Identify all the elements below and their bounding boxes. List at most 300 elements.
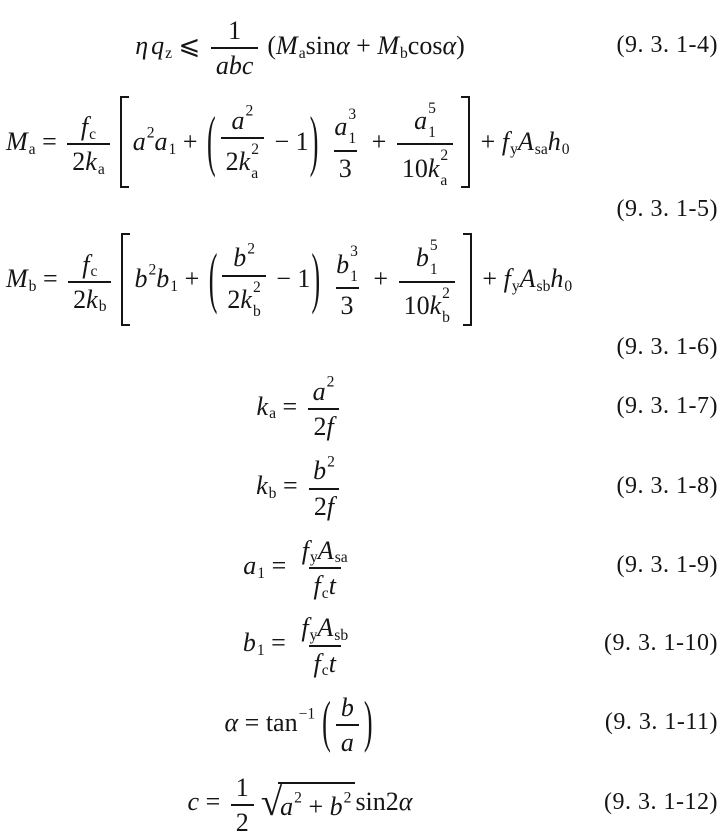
math-token — [233, 240, 255, 273]
math-token: f — [313, 571, 321, 601]
math-token: = — [36, 264, 65, 294]
math-token — [86, 286, 98, 313]
math-token — [400, 45, 408, 63]
math-token — [332, 689, 363, 757]
math-token: sa — [334, 549, 348, 567]
math-token: + — [365, 126, 393, 156]
math-token — [251, 166, 258, 182]
math-token — [301, 535, 318, 567]
math-token: α — [442, 30, 457, 60]
math-token: y — [511, 278, 520, 296]
math-token — [512, 278, 520, 296]
math-token — [428, 148, 448, 188]
math-token — [278, 782, 355, 822]
math-token — [564, 278, 572, 296]
math-token — [243, 628, 256, 658]
math-token — [440, 173, 447, 189]
math-token: ) — [456, 30, 465, 60]
math-token — [334, 107, 356, 147]
math-token: −1 — [298, 705, 316, 723]
math-token — [29, 141, 36, 159]
math-token: f — [326, 411, 334, 441]
math-token — [222, 239, 265, 319]
math-token — [120, 96, 129, 189]
math-token — [98, 162, 105, 178]
math-token: 3 — [338, 153, 352, 183]
math-token: k — [240, 284, 252, 314]
math-token: 1 — [235, 772, 249, 802]
math-token: k — [429, 291, 442, 321]
math-token — [330, 792, 343, 822]
math-token — [265, 705, 316, 738]
math-token — [299, 45, 306, 63]
math-token — [296, 609, 353, 680]
formula-9-3-1-4 — [4, 12, 596, 80]
math-token — [334, 113, 347, 140]
math-token — [430, 262, 438, 278]
math-token — [132, 124, 155, 157]
math-token — [226, 102, 258, 137]
math-token: tan — [265, 707, 298, 737]
math-token — [313, 453, 335, 486]
equation-number-9-3-1-4: (9. 3. 1-4) — [616, 32, 718, 59]
math-token: + — [301, 792, 330, 822]
math-token: k — [85, 147, 97, 177]
math-token: 1 — [428, 123, 436, 141]
math-token — [85, 148, 97, 175]
math-token — [308, 408, 338, 440]
math-token: y — [310, 549, 318, 567]
math-token: a — [298, 44, 306, 62]
math-token: b — [268, 484, 277, 502]
math-token: a — [340, 728, 354, 758]
math-token: b — [340, 693, 354, 723]
math-token — [6, 264, 28, 294]
math-token: 2 — [225, 147, 239, 177]
math-token: = — [35, 126, 64, 156]
math-token — [253, 280, 261, 296]
math-token — [314, 572, 321, 599]
math-token: − 1 — [268, 126, 309, 156]
math-token — [257, 392, 269, 422]
math-token: q — [151, 30, 165, 60]
math-token: b — [252, 302, 261, 320]
equation-number-9-3-1-7: (9. 3. 1-7) — [616, 392, 718, 419]
math-token: A — [517, 126, 534, 156]
equation-row-9-3-1-11 — [4, 689, 718, 757]
math-token: = — [276, 471, 305, 501]
math-token — [280, 789, 302, 822]
math-token — [548, 127, 570, 157]
math-token — [77, 246, 102, 281]
math-token: 1 — [228, 16, 242, 45]
math-token: A — [519, 264, 536, 294]
math-token — [231, 107, 244, 134]
math-token: b — [98, 298, 107, 316]
math-token: b — [415, 243, 429, 273]
math-token: 2 — [251, 141, 260, 159]
equation-row-9-3-1-12 — [4, 769, 718, 837]
math-token — [67, 143, 109, 178]
math-token: b — [329, 792, 343, 822]
math-token: abc — [215, 51, 254, 81]
math-token — [165, 45, 172, 63]
math-token — [308, 452, 340, 487]
math-token: a — [312, 376, 326, 406]
math-token — [82, 251, 89, 278]
math-token: f — [501, 126, 510, 156]
math-token — [269, 405, 276, 423]
math-token: b — [242, 628, 256, 658]
math-token — [86, 284, 107, 316]
math-token — [317, 535, 348, 567]
math-token — [350, 244, 358, 284]
math-token — [211, 12, 259, 80]
math-token — [336, 287, 359, 319]
math-token: 5 — [429, 237, 438, 255]
math-token — [169, 141, 177, 159]
math-token — [548, 127, 561, 157]
math-token: 2 — [247, 240, 255, 258]
math-token: α — [224, 707, 239, 737]
math-token: = — [264, 628, 293, 658]
math-token — [397, 96, 453, 189]
math-token — [313, 571, 329, 602]
math-token: = — [265, 550, 293, 580]
math-token: b — [399, 44, 408, 62]
math-token — [296, 609, 353, 644]
math-token — [327, 375, 335, 391]
math-token: + — [349, 30, 378, 60]
math-token — [344, 790, 352, 808]
math-token — [231, 804, 254, 836]
math-token — [6, 264, 36, 294]
math-token — [221, 102, 264, 182]
math-token: 0 — [561, 140, 570, 158]
math-token — [442, 286, 450, 302]
formula-9-3-1-12 — [4, 769, 596, 837]
math-token — [231, 102, 254, 135]
math-token — [231, 769, 254, 804]
math-token — [256, 471, 268, 501]
math-token — [317, 613, 349, 644]
math-token: k — [256, 391, 269, 421]
math-token: f — [82, 249, 90, 279]
math-token: a — [132, 126, 146, 156]
math-token: ⩽ — [172, 30, 207, 60]
math-token — [518, 127, 534, 157]
math-token: + — [176, 126, 204, 156]
math-token — [280, 792, 293, 822]
math-token — [535, 141, 548, 159]
math-token: b — [336, 249, 350, 279]
math-token — [121, 233, 130, 326]
math-token — [428, 101, 436, 141]
math-token — [430, 286, 450, 326]
math-token: ( — [208, 240, 218, 316]
math-token: = — [276, 391, 304, 421]
math-token: y — [510, 140, 518, 158]
math-token — [409, 96, 441, 144]
math-token: k — [427, 153, 440, 183]
equation-number-9-3-1-9: (9. 3. 1-9) — [616, 552, 718, 579]
equation-row-9-3-1-7 — [4, 373, 718, 441]
equation-block-9-3-1-6 — [4, 233, 718, 361]
math-token — [428, 125, 436, 141]
math-token: ( — [267, 30, 277, 60]
math-token — [240, 286, 252, 313]
math-token — [120, 96, 470, 189]
math-token — [428, 101, 436, 117]
math-token — [151, 31, 164, 61]
formula-9-3-1-11 — [4, 689, 596, 757]
math-token — [276, 31, 306, 61]
math-token — [243, 628, 265, 658]
math-token: f — [80, 112, 89, 142]
math-token — [348, 107, 356, 123]
math-token: √ — [260, 780, 283, 824]
math-token: z — [165, 44, 173, 62]
math-token: a — [97, 160, 105, 178]
math-token — [518, 127, 548, 157]
math-token — [430, 292, 442, 319]
math-token — [6, 127, 36, 157]
math-token — [99, 299, 107, 315]
math-token: c — [89, 125, 97, 143]
math-token: a — [251, 165, 259, 183]
math-token: k — [256, 471, 268, 501]
math-token — [85, 147, 105, 178]
math-token — [222, 275, 265, 320]
math-token — [397, 143, 453, 188]
math-token: M — [6, 264, 28, 294]
math-token: + — [474, 126, 502, 156]
math-token: sa — [534, 140, 548, 158]
math-token — [308, 373, 340, 441]
math-token: a — [280, 792, 294, 822]
math-token: A — [317, 613, 334, 643]
math-token — [377, 31, 407, 61]
math-token — [377, 31, 399, 61]
equation-number-9-3-1-8: (9. 3. 1-8) — [616, 472, 718, 499]
math-token: b — [156, 264, 170, 294]
math-token — [428, 155, 440, 182]
math-token — [550, 264, 563, 294]
math-token — [211, 47, 259, 79]
math-token: f — [301, 535, 309, 565]
math-token: 1 — [257, 564, 266, 582]
math-token: k — [238, 147, 251, 177]
math-token — [348, 107, 356, 147]
equation-number-9-3-1-10: (9. 3. 1-10) — [604, 629, 718, 656]
math-token — [416, 238, 438, 278]
math-token: b — [28, 278, 37, 296]
math-token — [67, 108, 109, 176]
math-token: c — [321, 584, 329, 602]
math-token — [253, 304, 261, 320]
math-token — [442, 286, 450, 326]
math-token — [314, 650, 321, 677]
math-token — [233, 244, 246, 271]
math-token: 3 — [350, 243, 358, 261]
math-token: 3 — [348, 105, 357, 123]
math-token: 2 — [73, 284, 87, 314]
math-token — [327, 454, 335, 470]
math-token: 2 — [313, 491, 327, 521]
math-token — [155, 127, 177, 157]
math-token — [170, 278, 178, 296]
math-token — [430, 238, 438, 254]
math-token — [68, 246, 111, 314]
math-token — [276, 31, 298, 61]
math-token: a — [414, 105, 428, 135]
math-token: c — [321, 662, 329, 680]
math-token — [502, 127, 509, 157]
equation-number-line-9-3-1-5 — [4, 196, 718, 223]
math-token — [416, 244, 429, 271]
math-token: 2 — [146, 124, 155, 142]
math-token — [310, 550, 318, 566]
math-token — [80, 112, 97, 143]
math-token — [502, 127, 518, 157]
math-token — [301, 614, 308, 641]
math-token — [223, 12, 246, 47]
math-token — [399, 281, 455, 326]
math-token: 2 — [343, 789, 352, 807]
math-token — [228, 239, 260, 274]
math-token: h — [547, 126, 561, 156]
equation-number-9-3-1-11: (9. 3. 1-11) — [604, 709, 718, 736]
math-token: M — [6, 126, 28, 156]
math-token — [147, 124, 155, 142]
math-token — [336, 244, 358, 284]
math-token: c — [90, 262, 98, 280]
math-token: 2 — [245, 102, 254, 120]
math-token — [239, 148, 251, 175]
math-token — [504, 264, 511, 294]
math-token — [81, 113, 88, 140]
equation-row-9-3-1-8 — [4, 452, 718, 520]
math-token — [411, 233, 443, 281]
math-token — [29, 278, 37, 296]
math-token — [308, 452, 340, 520]
math-token — [257, 642, 265, 660]
math-token — [155, 127, 168, 157]
math-token: + — [475, 264, 504, 294]
math-token — [318, 537, 334, 564]
math-token — [76, 108, 101, 143]
math-token — [520, 264, 536, 294]
math-token: ) — [311, 240, 321, 316]
math-token — [89, 126, 96, 142]
math-token — [414, 101, 436, 141]
math-token: t — [328, 571, 336, 601]
math-token — [221, 137, 264, 182]
math-token — [440, 148, 448, 164]
math-token — [151, 31, 172, 61]
math-token — [133, 127, 146, 157]
math-token: = — [199, 787, 227, 817]
math-token: a — [154, 126, 168, 156]
math-token — [463, 233, 472, 326]
math-token — [504, 264, 520, 294]
math-token — [334, 150, 357, 182]
math-token: sb — [334, 626, 349, 644]
math-token: ) — [309, 102, 319, 179]
math-token: f — [503, 264, 511, 294]
math-token — [329, 789, 352, 822]
math-token — [251, 142, 259, 158]
math-token — [134, 261, 157, 294]
math-token — [245, 104, 253, 120]
formula-9-3-1-5 — [4, 96, 718, 189]
math-token: a — [231, 105, 245, 135]
math-token — [240, 280, 260, 320]
math-token — [562, 141, 570, 159]
math-token — [239, 142, 259, 182]
math-token — [335, 550, 348, 566]
math-token — [399, 233, 455, 326]
math-token: a — [243, 550, 257, 580]
math-token — [243, 551, 265, 581]
math-token: 10 — [403, 291, 430, 321]
math-token: b — [233, 243, 247, 273]
math-token — [336, 689, 359, 724]
math-token — [331, 239, 363, 319]
math-token — [309, 567, 341, 602]
math-token — [537, 278, 551, 296]
math-token: 1 — [168, 140, 177, 158]
math-token: 1 — [256, 642, 265, 660]
math-token: k — [86, 284, 98, 314]
equation-number-9-3-1-12: (9. 3. 1-12) — [604, 788, 718, 815]
math-token: 2 — [440, 147, 449, 165]
math-token: c — [187, 787, 200, 817]
math-token — [414, 107, 427, 134]
math-token — [6, 127, 28, 157]
math-token: sin — [305, 30, 336, 60]
math-token: 2 — [326, 373, 335, 391]
math-token — [261, 782, 356, 822]
math-token — [299, 705, 316, 723]
math-token — [520, 264, 551, 294]
math-token — [253, 280, 261, 320]
math-token — [90, 264, 97, 280]
equation-row-9-3-1-10 — [4, 609, 718, 680]
math-token — [206, 102, 319, 182]
math-token — [350, 269, 358, 285]
math-token: 2 — [72, 147, 86, 177]
math-token — [121, 233, 471, 326]
math-token — [334, 628, 348, 644]
math-token: b — [313, 456, 327, 486]
math-token: 0 — [564, 278, 573, 296]
math-token: ( — [322, 689, 331, 754]
math-token: 2 — [327, 453, 335, 471]
equation-number-9-3-1-6: (9. 3. 1-6) — [616, 333, 718, 360]
math-token: a — [440, 171, 448, 189]
math-token: = — [238, 707, 266, 737]
math-token — [266, 708, 298, 738]
math-token: 2 — [148, 261, 157, 279]
math-token — [231, 769, 254, 837]
math-token — [247, 241, 255, 257]
math-token: sb — [536, 278, 551, 296]
math-token — [321, 689, 373, 757]
math-token: a — [334, 112, 348, 142]
math-token — [294, 790, 302, 808]
math-token — [257, 564, 265, 582]
